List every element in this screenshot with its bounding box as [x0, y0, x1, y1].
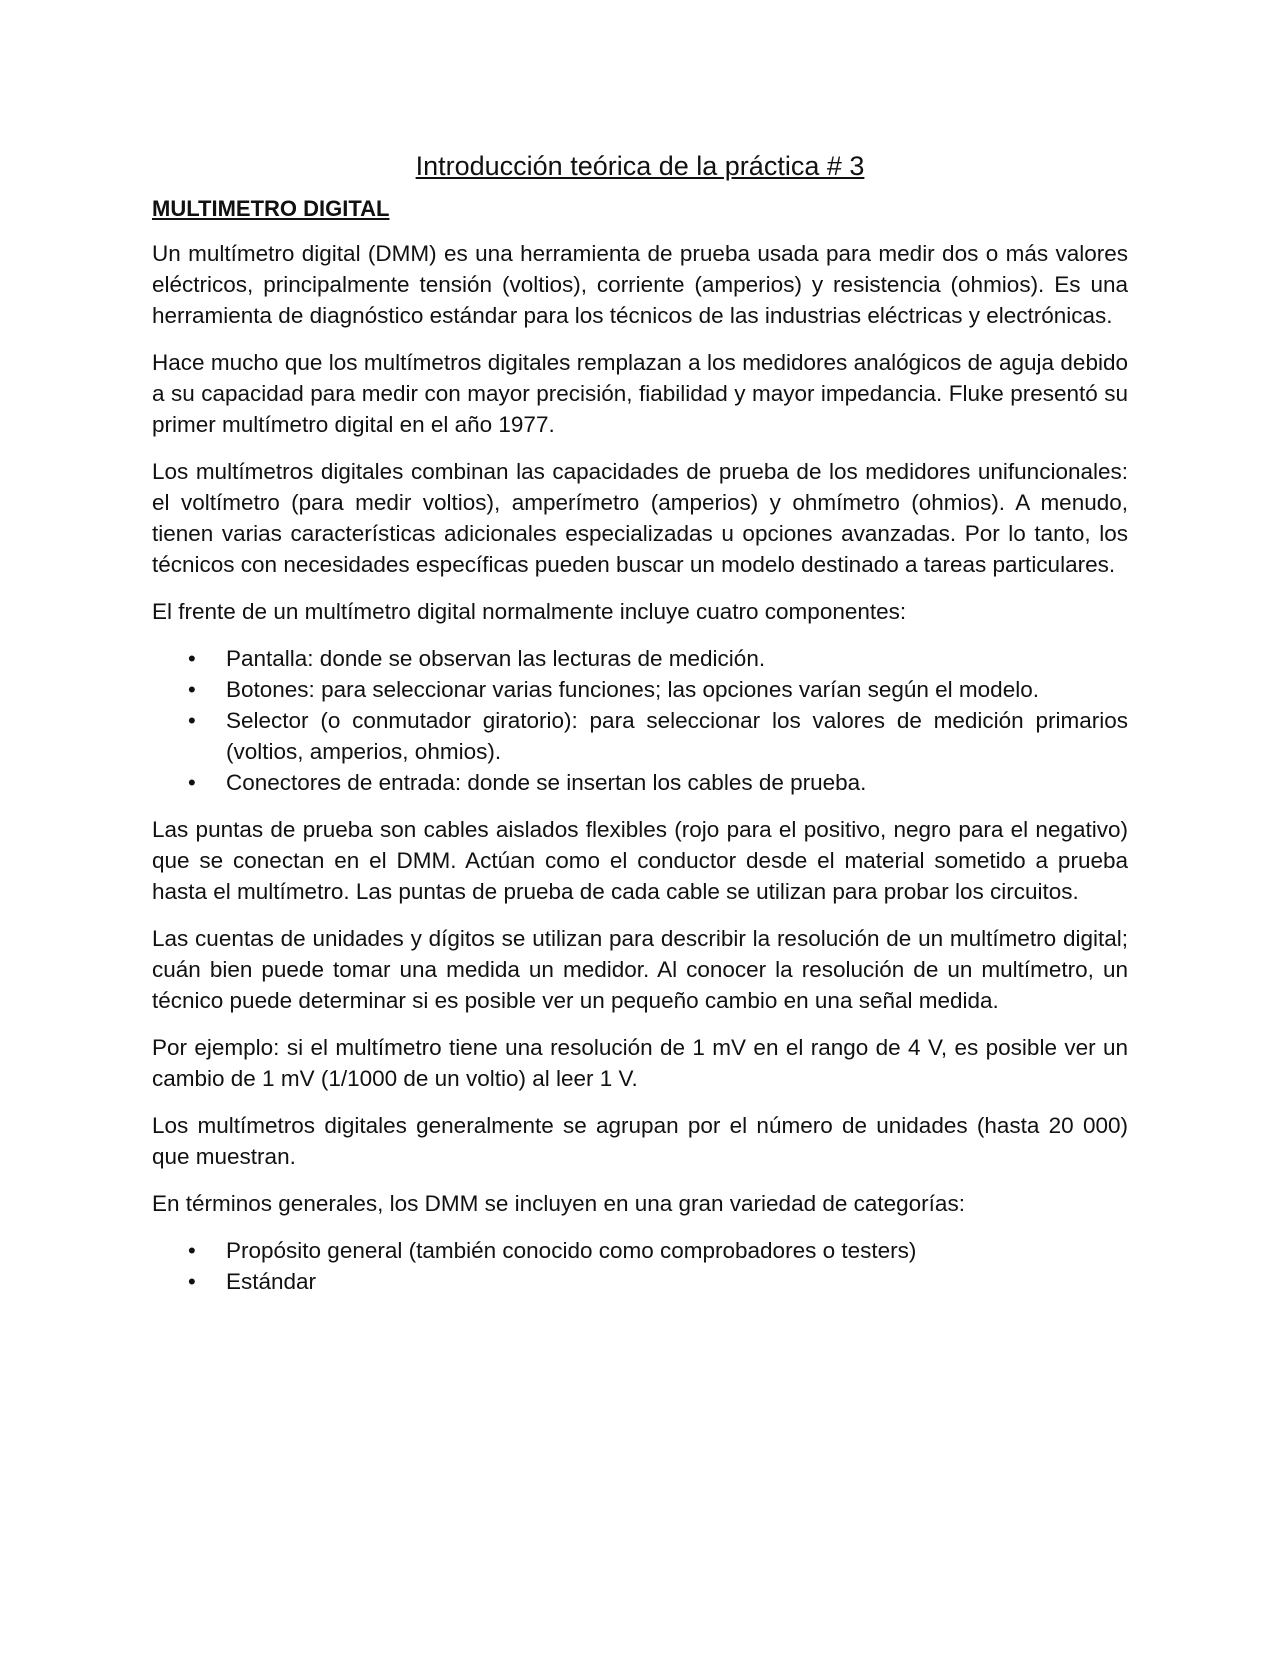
paragraph-capabilities: Los multímetros digitales combinan las capacidades de prueba de los medidores unifuncionales: el voltímetro (para medir voltios), amperímetro (amperios) y ohmímetro (ohmios). A menudo, tienen varias características adicionales especializadas u opciones avanzadas. Por lo tanto, los técnicos con necesidades específicas pueden buscar un modelo destinado a tareas particulares. — [152, 459, 1128, 577]
paragraph-resolution: Las cuentas de unidades y dígitos se utilizan para describir la resolución de un multímetro digital; cuán bien puede tomar una medida un medidor. Al conocer la resolución de un multímetro, un técnico puede determinar si es posible ver un pequeño cambio en una señal medida. — [152, 926, 1128, 1013]
paragraph-grouping: Los multímetros digitales generalmente se agrupan por el número de unidades (hasta 20 000) que muestran. — [152, 1113, 1128, 1169]
list-item-text: Selector (o conmutador giratorio): para seleccionar los valores de medición primarios (voltios, amperios, ohmios). — [226, 708, 1128, 764]
list-item — [152, 1266, 1128, 1297]
bullet-icon: • — [188, 646, 196, 671]
paragraph-dmm-definition: Un multímetro digital (DMM) es una herramienta de prueba usada para medir dos o más valores eléctricos, principalmente tensión (voltios), corriente (amperios) y resistencia (ohmios). Es una herramienta de diagnóstico estándar para los técnicos de las industrias eléctricas y electrónicas. — [152, 241, 1128, 328]
list-item — [152, 643, 1128, 674]
list-item — [152, 1235, 1128, 1266]
list-item-text: Pantalla: donde se observan las lecturas de medición. — [226, 646, 766, 671]
section-heading: MULTIMETRO DIGITAL — [152, 196, 390, 221]
categories-list — [152, 1235, 1128, 1297]
paragraph-history: Hace mucho que los multímetros digitales remplazan a los medidores analógicos de aguja debido a su capacidad para medir con mayor precisión, fiabilidad y mayor impedancia. Fluke presentó su primer multímetro digital en el año 1977. — [152, 350, 1128, 437]
list-item-text: Estándar — [226, 1269, 317, 1294]
list-item-text: Propósito general (también conocido como comprobadores o testers) — [226, 1238, 917, 1263]
page-title: Introducción teórica de la práctica # 3 — [415, 151, 865, 181]
list-item — [152, 705, 1128, 767]
document-body — [152, 148, 1128, 1313]
paragraph-categories-intro: En términos generales, los DMM se incluyen en una gran variedad de categorías: — [152, 1191, 965, 1216]
bullet-icon: • — [188, 1269, 196, 1294]
bullet-icon: • — [188, 677, 196, 702]
bullet-icon: • — [188, 770, 196, 795]
paragraph-example: Por ejemplo: si el multímetro tiene una resolución de 1 mV en el rango de 4 V, es posible ver un cambio de 1 mV (1/1000 de un voltio) al leer 1 V. — [152, 1035, 1128, 1091]
list-item-text: Conectores de entrada: donde se insertan los cables de prueba. — [226, 770, 867, 795]
bullet-icon: • — [188, 708, 196, 733]
bullet-icon: • — [188, 1238, 196, 1263]
list-item-text: Botones: para seleccionar varias funciones; las opciones varían según el modelo. — [226, 677, 1039, 702]
paragraph-test-leads: Las puntas de prueba son cables aislados flexibles (rojo para el positivo, negro para el negativo) que se conectan en el DMM. Actúan como el conductor desde el material sometido a prueba hasta el multímetro. Las puntas de prueba de cada cable se utilizan para probar los circuitos. — [152, 817, 1128, 904]
list-item — [152, 674, 1128, 705]
list-item — [152, 767, 1128, 798]
components-list — [152, 643, 1128, 798]
paragraph-components-intro: El frente de un multímetro digital normalmente incluye cuatro componentes: — [152, 599, 907, 624]
